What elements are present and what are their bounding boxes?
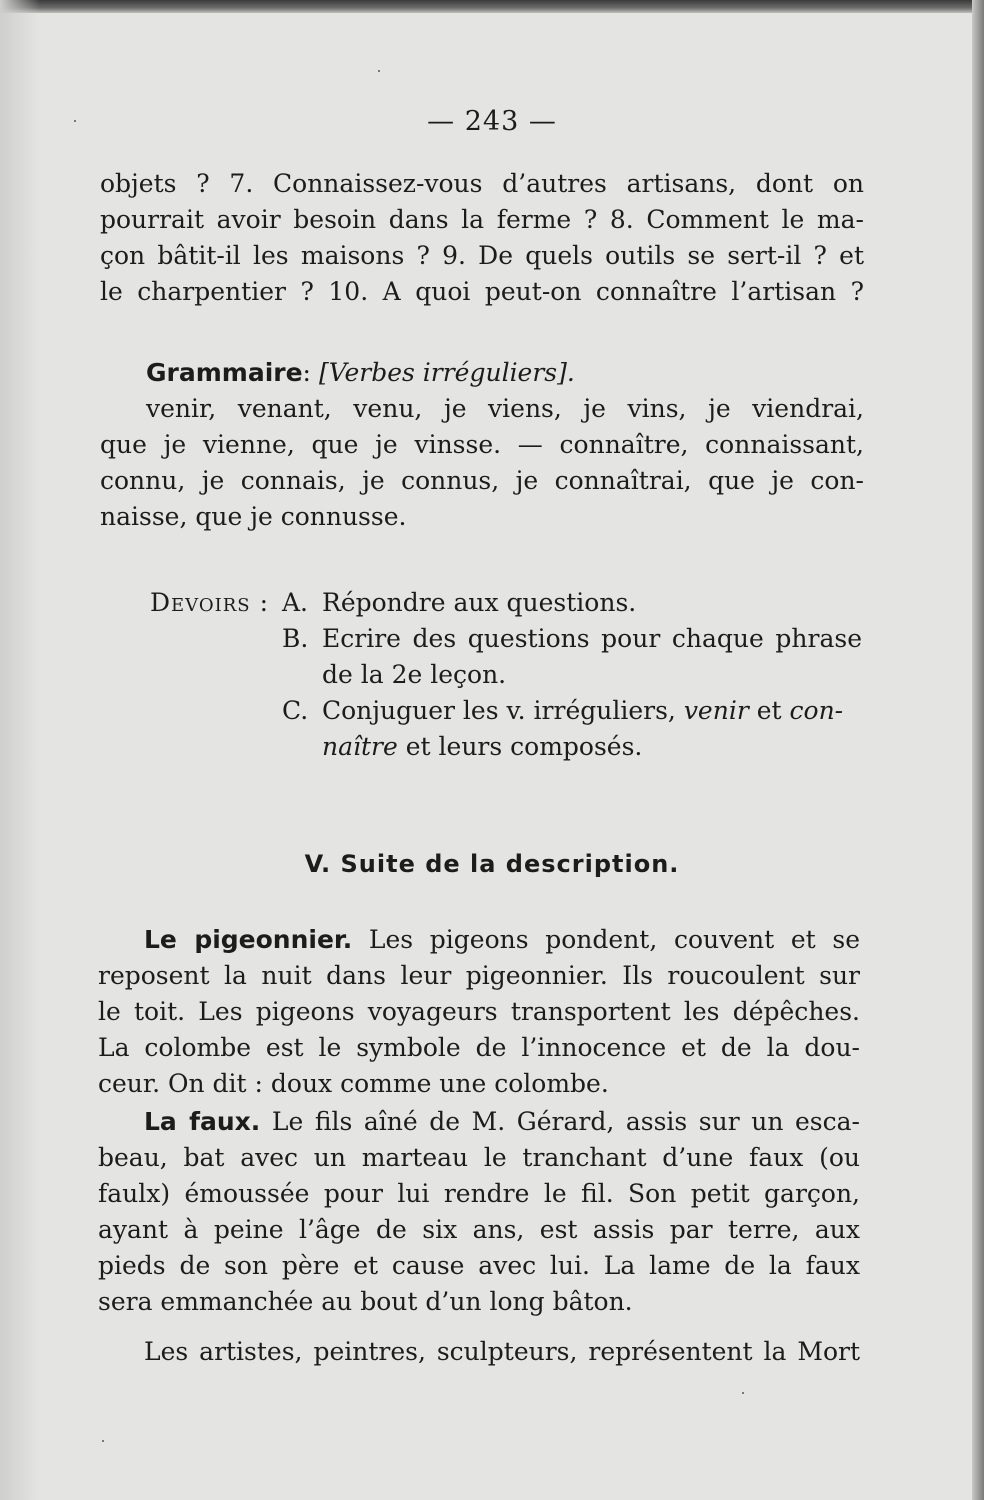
devoirs-text: [322, 693, 862, 729]
devoirs-text: [322, 729, 862, 765]
text-line: connu, je connais, je connus, je connaîtrai, que je con-: [100, 466, 864, 495]
grammaire-heading-line: [100, 355, 864, 391]
text-line: [98, 922, 860, 958]
text-line: venir, venant, venu, je viens, je vins, je viendrai,: [146, 394, 864, 423]
scan-speck: [378, 70, 380, 72]
devoirs-text: Répondre aux questions.: [322, 588, 637, 617]
page-top-edge: [0, 0, 984, 13]
text-line: reposent la nuit dans leur pigeonnier. Ils roucoulent sur: [98, 961, 860, 990]
text-line: pourrait avoir besoin dans la ferme ? 8. Comment le ma-: [100, 205, 864, 234]
faux-paragraph: [98, 1104, 860, 1320]
grammaire-topic: [Verbes irréguliers].: [318, 358, 575, 387]
artistes-paragraph: [98, 1334, 860, 1370]
faux-first-line: Le fils aîné de M. Gérard, assis sur un esca-: [260, 1107, 860, 1136]
scan-speck: [102, 1440, 104, 1442]
pigeonnier-heading: Le pigeonnier.: [144, 925, 353, 954]
text-line: le toit. Les pigeons voyageurs transportent les dépêches.: [98, 997, 860, 1026]
text-line: La colombe est le symbole de l’innocence et de la dou-: [98, 1033, 860, 1062]
page-right-edge: [972, 0, 984, 1500]
page-number: — 243 —: [427, 106, 557, 137]
text-line: faulx) émoussée pour lui rendre le fil. Son petit garçon,: [98, 1179, 860, 1208]
pigeonnier-paragraph: [98, 922, 860, 1102]
text-line: beau, bat avec un marteau le tranchant d’une faux (ou: [98, 1143, 860, 1172]
devoirs-label: Devoirs :: [150, 588, 269, 617]
text-line: Les artistes, peintres, sculpteurs, représentent la Mort: [144, 1337, 860, 1366]
devoirs-c-verb-connaitre-part2: naître: [322, 732, 398, 761]
devoirs-item-b-cont: [150, 657, 870, 693]
devoirs-c-verb-venir: venir: [683, 696, 749, 725]
text-line: ceur. On dit : doux comme une colombe.: [98, 1069, 609, 1098]
devoirs-c-verb-connaitre-part1: con-: [789, 696, 844, 725]
text-line: le charpentier ? 10. A quoi peut-on connaître l’artisan ?: [100, 277, 864, 306]
text-line: [98, 1104, 860, 1140]
devoirs-item-a: [150, 585, 870, 621]
devoirs-c-text-b: et: [748, 696, 790, 725]
text-line: naisse, que je connusse.: [100, 502, 407, 531]
questions-paragraph: [100, 166, 864, 310]
devoirs-item-b: [150, 621, 870, 657]
scan-speck: [74, 120, 76, 122]
grammaire-colon: :: [302, 358, 311, 387]
text-line: çon bâtit-il les maisons ? 9. De quels outils se sert-il ? et: [100, 241, 864, 270]
devoirs-letter: B.: [282, 624, 309, 653]
pigeonnier-first-line: Les pigeons pondent, couvent et se: [352, 925, 861, 954]
devoirs-letter: A.: [282, 588, 309, 617]
devoirs-text: Ecrire des questions pour chaque phrase: [322, 624, 862, 653]
faux-heading: La faux.: [144, 1107, 261, 1136]
scan-speck: [742, 1392, 744, 1394]
devoirs-list: [150, 585, 870, 765]
text-line: sera emmanchée au bout d’un long bâton.: [98, 1287, 633, 1316]
text-line: que je vienne, que je vinsse. — connaître, connaissant,: [100, 430, 864, 459]
grammaire-paragraph: [100, 355, 864, 535]
devoirs-c-text-a: Conjuguer les v. irréguliers,: [322, 696, 684, 725]
grammaire-heading: Grammaire: [146, 358, 303, 387]
devoirs-text: de la 2e leçon.: [322, 660, 507, 689]
devoirs-c-text-rest: et leurs composés.: [397, 732, 643, 761]
text-line: ayant à peine l’âge de six ans, est assis par terre, aux: [98, 1215, 860, 1244]
text-line: objets ? 7. Connaissez-vous d’autres artisans, dont on: [100, 169, 864, 198]
page-left-shadow: [0, 0, 40, 1500]
devoirs-item-c-cont: [150, 729, 870, 765]
devoirs-letter: C.: [282, 696, 309, 725]
text-line: pieds de son père et cause avec lui. La lame de la faux: [98, 1251, 860, 1280]
devoirs-item-c: [150, 693, 870, 729]
section-title: V. Suite de la description.: [304, 850, 680, 878]
